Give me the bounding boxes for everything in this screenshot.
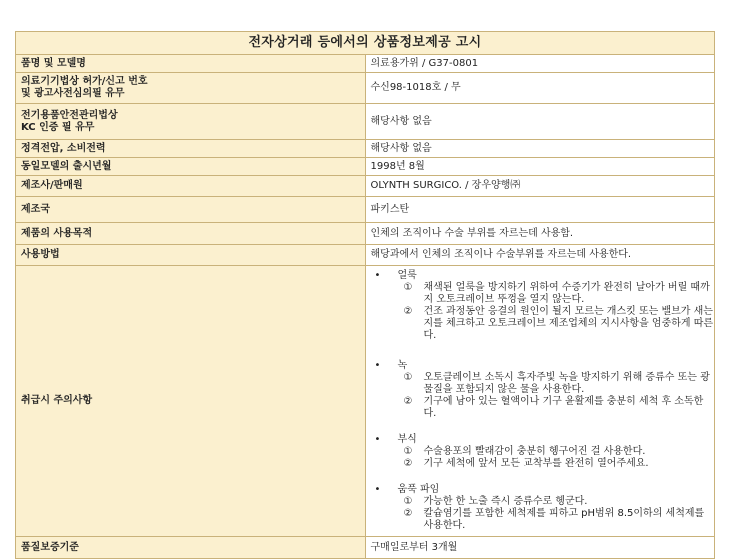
row-value: 해당사항 없음 bbox=[365, 104, 715, 140]
table-row bbox=[16, 176, 715, 197]
table-row bbox=[16, 537, 715, 559]
item-text: 건조 과정동안 응결의 원인이 될지 모르는 개스킷 또는 밸브가 새는지를 체크하고 오토크레이브 제조업체의 지시사항을 엄중하게 따른다. bbox=[423, 306, 714, 341]
item-text: 오토클레이브 소독시 흑자주빛 녹을 방지하기 위해 증류수 또는 광물질을 포함되지 않은 물을 사용한다. bbox=[423, 372, 710, 395]
care-section-stain bbox=[366, 270, 715, 282]
list-item bbox=[366, 496, 715, 508]
list-item bbox=[366, 282, 715, 306]
item-number: ① bbox=[403, 446, 413, 457]
bullet-glyph: • bbox=[374, 360, 381, 371]
table-row bbox=[16, 158, 715, 176]
care-section-pitting bbox=[366, 484, 715, 496]
list-item bbox=[366, 396, 715, 420]
item-text: 칼슘염기를 포함한 세척제를 피하고 pH범위 8.5이하의 세척제를 사용한다. bbox=[423, 508, 705, 531]
table-title: 전자상거래 등에서의 상품정보제공 고시 bbox=[16, 32, 715, 55]
product-info-notice bbox=[15, 31, 715, 559]
table-row bbox=[16, 140, 715, 158]
warranty-label: 품질보증기준 bbox=[16, 537, 366, 559]
row-value: 의료용가위 / G37-0801 bbox=[365, 55, 715, 73]
warranty-value: 구매일로부터 3개월 bbox=[365, 537, 715, 559]
item-number: ② bbox=[403, 396, 413, 407]
item-number: ① bbox=[403, 372, 413, 383]
care-instructions bbox=[365, 266, 715, 537]
row-label: 동일모델의 출시년월 bbox=[16, 158, 366, 176]
section-heading: 부식 bbox=[397, 434, 417, 445]
row-value: 수신98-1018호 / 무 bbox=[365, 73, 715, 104]
section-heading: 움푹 파임 bbox=[397, 484, 440, 495]
row-label: 전기용품안전관리법상 KC 인증 필 유무 bbox=[16, 104, 366, 140]
item-text: 수술용포의 빨래감이 충분히 헹구어진 걸 사용한다. bbox=[423, 446, 646, 457]
bullet-glyph: • bbox=[374, 484, 381, 495]
item-number: ② bbox=[403, 458, 413, 469]
list-item bbox=[366, 446, 715, 458]
table-row bbox=[16, 245, 715, 266]
title-row bbox=[16, 32, 715, 55]
row-label: 제품의 사용목적 bbox=[16, 223, 366, 245]
row-value: 인체의 조직이나 수술 부위를 자르는데 사용함. bbox=[365, 223, 715, 245]
list-item bbox=[366, 508, 715, 532]
table-row bbox=[16, 73, 715, 104]
row-label: 정격전압, 소비전력 bbox=[16, 140, 366, 158]
item-number: ① bbox=[403, 282, 413, 293]
list-item bbox=[366, 372, 715, 396]
table-row bbox=[16, 223, 715, 245]
care-section-corrosion bbox=[366, 434, 715, 446]
bullet-glyph: • bbox=[374, 434, 381, 445]
table-row bbox=[16, 197, 715, 223]
section-heading: 얼룩 bbox=[397, 270, 417, 281]
row-label: 의료기기법상 허가/신고 번호 및 광고사전심의필 유무 bbox=[16, 73, 366, 104]
table-row bbox=[16, 55, 715, 73]
item-number: ① bbox=[403, 496, 413, 507]
row-label: 품명 및 모델명 bbox=[16, 55, 366, 73]
row-label: 제조국 bbox=[16, 197, 366, 223]
care-row bbox=[16, 266, 715, 537]
table-row bbox=[16, 104, 715, 140]
item-text: 기구 세척에 앞서 모든 교착부를 완전히 열어주세요. bbox=[423, 458, 649, 469]
row-value: 1998년 8월 bbox=[365, 158, 715, 176]
care-label: 취급시 주의사항 bbox=[16, 266, 366, 537]
row-label: 사용방법 bbox=[16, 245, 366, 266]
list-item bbox=[366, 306, 715, 342]
product-info-table bbox=[15, 31, 715, 559]
row-value: 해당사항 없음 bbox=[365, 140, 715, 158]
care-section-rust bbox=[366, 360, 715, 372]
section-heading: 녹 bbox=[397, 360, 408, 371]
item-text: 채색된 얼룩을 방지하기 위하여 수증기가 완전히 날아가 버릴 때까지 오토크레이브 뚜껑을 열지 않는다. bbox=[423, 282, 710, 305]
item-number: ② bbox=[403, 508, 413, 519]
row-value: 해당과에서 인체의 조직이나 수술부위를 자르는데 사용한다. bbox=[365, 245, 715, 266]
item-text: 기구에 남아 있는 혈액이나 기구 윤활제를 충분히 세척 후 소독한다. bbox=[423, 396, 704, 419]
row-value: 파키스탄 bbox=[365, 197, 715, 223]
row-value: OLYNTH SURGICO. / 장우양행㈜ bbox=[365, 176, 715, 197]
list-item bbox=[366, 458, 715, 470]
item-number: ② bbox=[403, 306, 413, 317]
row-label: 제조사/판매원 bbox=[16, 176, 366, 197]
item-text: 가능한 한 노출 즉시 증류수로 헹군다. bbox=[423, 496, 588, 507]
bullet-glyph: • bbox=[374, 270, 381, 281]
